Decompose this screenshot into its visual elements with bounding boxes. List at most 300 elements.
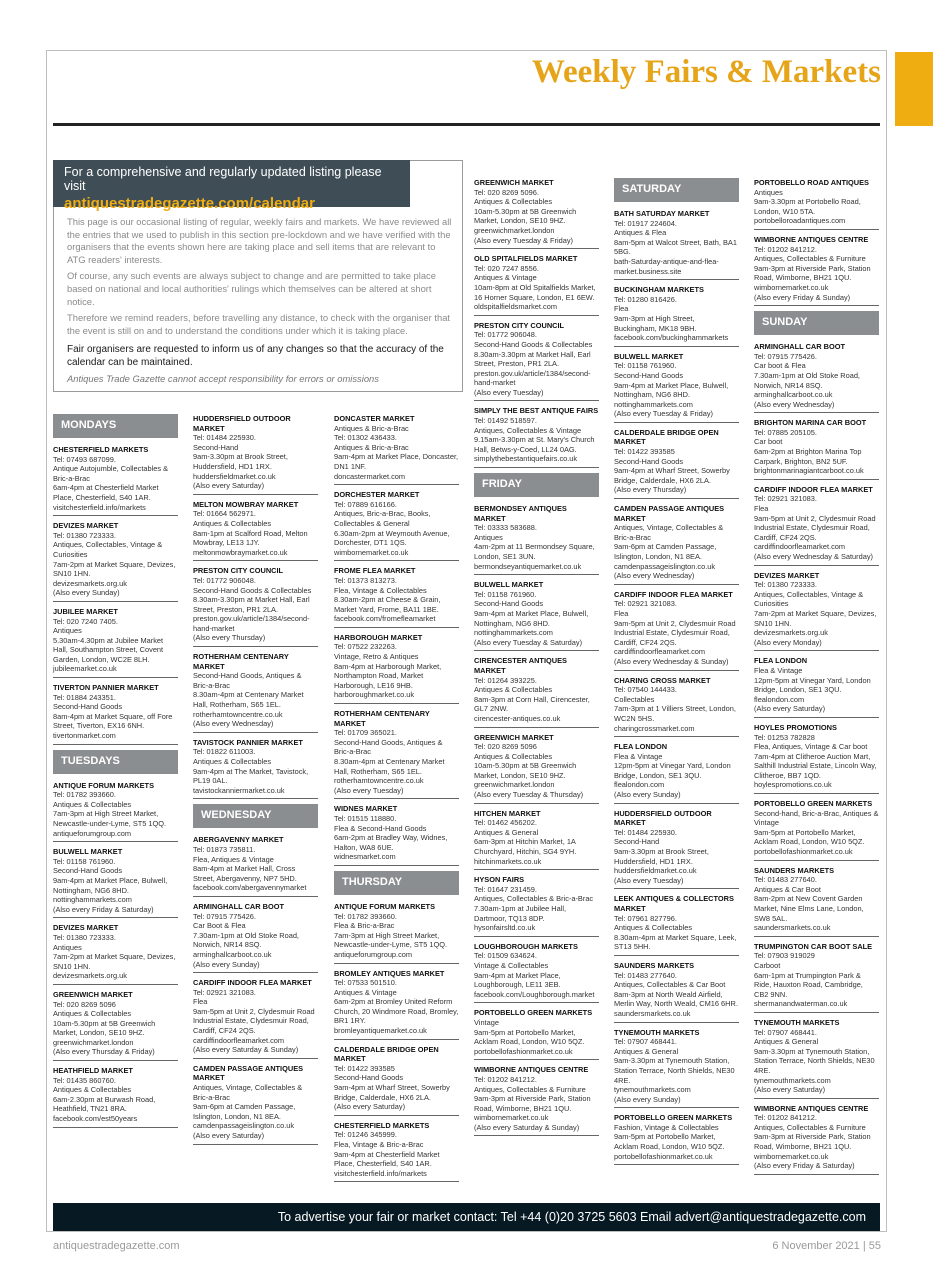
listing-line: hitchinmarkets.co.uk — [474, 856, 542, 866]
listing-line: 6am-1pm at Trumpington Park & Ride, Hauxton Road, Cambridge, CB2 9NN. — [754, 970, 863, 999]
listing-line: camdenpassageislington.co.uk — [193, 1121, 295, 1131]
listing-name: CHESTERFIELD MARKETS — [334, 1120, 430, 1130]
listing-line: Tel: 01484 225930. — [193, 433, 256, 443]
listing-entry — [474, 580, 599, 651]
listing-line: Tel: 020 8269 5096 — [474, 742, 537, 752]
listing-entry — [53, 1066, 178, 1128]
listing-line: (Also every Friday & Sunday) — [754, 292, 851, 302]
listing-line: Tel: 01884 243351. — [53, 692, 116, 702]
listing-entry — [474, 942, 599, 1004]
listing-line: arminghallcarboot.co.uk — [754, 390, 833, 400]
listing-line: huddersfieldmarket.co.uk — [193, 471, 276, 481]
listing-line: 8.30am-3.30pm at Market Hall, Earl Street, Preston, PR1 2LA. — [193, 595, 310, 614]
listing-line: tivertonmarket.com — [53, 731, 116, 741]
listing-line: Second-Hand — [614, 837, 660, 847]
listing-line: 9am-5pm at Unit 2, Clydesmuir Road Industrial Estate, Clydesmuir Road, Cardiff, CF24 2QS. — [614, 618, 736, 647]
listing-entry — [614, 590, 739, 671]
listing-line: 9am-3.30pm at Tynemouth Station, Station Terrace, North Shields, NE30 4RE. — [754, 1046, 875, 1075]
listing-name: TYNEMOUTH MARKETS — [754, 1017, 840, 1027]
listing-name: BUCKINGHAM MARKETS — [614, 285, 704, 295]
listing-name: LOUGHBOROUGH MARKETS — [474, 941, 578, 951]
listing-line: (Also every Tuesday) — [334, 785, 404, 795]
listing-line: 12pm-5pm at Vinegar Yard, London Bridge, London, SE1 3QU. — [754, 675, 871, 695]
listing-line: cardiffindoorfleamarket.com — [754, 542, 846, 552]
listing-line: Tel: 01373 813273. — [334, 575, 397, 585]
listing-entry — [754, 799, 879, 861]
listing-entry — [334, 566, 459, 628]
listing-line: Antiques & Collectables — [193, 518, 272, 528]
listing-line: 9am-5pm at Portobello Market, Acklam Road, London, W10 5QZ. — [474, 1027, 585, 1047]
listing-line: Antiques, Collectables, Vintage & Curiosities — [754, 589, 864, 609]
listing-line: Tel: 07961 827796. — [614, 913, 677, 923]
listing-line: Flea — [754, 504, 769, 514]
listing-entry — [334, 709, 459, 799]
listing-line: Flea, Vintage & Bric-a-Brac — [334, 1140, 424, 1149]
listing-name: WIMBORNE ANTIQUES CENTRE — [474, 1065, 589, 1075]
listing-line: (Also every Thursday & Friday) — [53, 1047, 155, 1057]
listing-entry — [754, 1104, 879, 1175]
listing-line: Second-Hand Goods — [614, 456, 684, 466]
listing-line: rotherhamtowncentre.co.uk — [193, 709, 283, 719]
listing-entry — [193, 835, 318, 897]
listing-line: Tel: 01515 118880. — [334, 813, 397, 823]
listing-entry — [614, 428, 739, 499]
listing-line: Antiques — [53, 626, 82, 636]
listing-name: PRESTON CITY COUNCIL — [474, 320, 565, 330]
listing-line: 9am-6pm at Camden Passage, Islington, London, N1 8EA. — [193, 1102, 296, 1121]
intro-notice: Fair organisers are requested to inform us of any changes so that the accuracy of the calendar can be maintained. — [67, 344, 444, 369]
listing-name: DONCASTER MARKET — [334, 414, 415, 423]
listing-entry — [193, 500, 318, 562]
listing-line: Tel: 01509 634624. — [474, 951, 537, 961]
listing-line: Antiques, Collectables & Bric-a-Brac — [474, 894, 594, 904]
listing-line: Car boot & Flea — [754, 361, 806, 371]
listing-line: huddersfieldmarket.co.uk — [614, 866, 697, 876]
section-tab — [895, 52, 933, 126]
listing-name: HITCHEN MARKET — [474, 808, 541, 818]
listing-line: Tel: 02921 321083. — [193, 987, 256, 997]
day-heading: SATURDAY — [614, 178, 739, 202]
listing-line: bath-Saturday-antique-and-flea-market.business.site — [614, 256, 719, 276]
listing-name: CAMDEN PASSAGE ANTIQUES MARKET — [193, 1063, 304, 1083]
listing-line: 7am-3pm at 1 Villiers Street, London, WC2N 5HS. — [614, 704, 736, 723]
listing-line: Tel: 01380 723333. — [53, 530, 116, 540]
listing-line: 8.30am-2pm at Cheese & Grain, Market Yard, Frome, BA11 1BE. — [334, 595, 441, 614]
listing-entry — [474, 656, 599, 727]
listing-line: (Also every Tuesday & Thursday) — [474, 790, 584, 800]
listing-line: 9am-4pm at Wharf Street, Sowerby Bridge, Calderdale, HX6 2LA. — [614, 466, 730, 485]
listing-line: Tel: 01435 860760. — [53, 1075, 116, 1085]
listing-name: TIVERTON PANNIER MARKET — [53, 683, 159, 693]
listing-line: Flea & Vintage — [614, 751, 663, 761]
listing-entry — [754, 571, 879, 652]
listing-entry — [754, 1018, 879, 1099]
listing-line: Antiques & Bric-a-Brac — [334, 423, 409, 433]
listing-line: (Also every Sunday) — [193, 959, 260, 969]
listing-entry — [334, 414, 459, 485]
listing-column-2 — [193, 414, 318, 1150]
listing-line: Tel: 01202 841212. — [754, 244, 817, 254]
listing-name: SAUNDERS MARKETS — [614, 960, 695, 970]
listing-line: Tel: 01483 277640. — [754, 875, 817, 885]
listing-line: 7am-2pm at Market Square, Devizes, SN10 1HN. — [754, 608, 877, 628]
listing-name: CAMDEN PASSAGE ANTIQUES MARKET — [614, 504, 725, 523]
listing-line: Tel: 01202 841212. — [754, 1113, 817, 1123]
listing-line: preston.gov.uk/article/1384/second-hand-market — [474, 368, 591, 388]
listing-line: cardiffindoorfleamarket.com — [193, 1035, 285, 1045]
listing-line: Second-Hand Goods — [614, 370, 684, 380]
listing-name: ANTIQUE FORUM MARKETS — [334, 901, 436, 911]
listing-line: Antiques, Collectables & Furniture — [754, 254, 866, 264]
listing-entry — [754, 418, 879, 480]
listing-line: rotherhamtowncentre.co.uk — [334, 776, 424, 786]
listing-line: 9am-4pm at Market Place, Loughborough, LE11 3EB. — [474, 970, 561, 990]
listing-line: Antiques — [754, 187, 783, 197]
listing-line: 6am-2pm at Brighton Marina Top Carpark, Brighton, BN2 5UF. — [754, 447, 862, 466]
listing-line: 12pm-5pm at Vinegar Yard, London Bridge, London, SE1 3QU. — [614, 761, 731, 780]
listing-line: devizesmarkets.org.uk — [754, 628, 828, 638]
listing-line: hoylespromotions.co.uk — [754, 780, 832, 790]
listing-entry — [614, 894, 739, 956]
listing-name: PORTOBELLO GREEN MARKETS — [474, 1008, 593, 1018]
listing-line: Car Boot & Flea — [193, 921, 246, 931]
listing-line: Carboot — [754, 960, 781, 970]
listing-name: ARMINGHALL CAR BOOT — [193, 901, 285, 911]
listing-line: 8.30am-4pm at Centenary Market Hall, Rotherham, S65 1EL. — [193, 690, 304, 710]
listing-column-1 — [53, 414, 178, 1133]
listing-line: Tel: 01873 735811. — [193, 844, 256, 854]
listing-line: 8am-4pm at Market Square, off Fore Street, Tiverton, EX16 6NH. — [53, 711, 173, 731]
listing-line: preston.gov.uk/article/1384/second-hand-market — [193, 614, 310, 633]
listing-line: 10am-5.30pm at 5B Greenwich Market, London, SE10 9HZ. — [474, 761, 577, 780]
listing-entry — [614, 961, 739, 1023]
listing-line: Tel: 07903 919029 — [754, 951, 815, 961]
listing-line: Antiques, Vintage, Collectables & Bric-a-Brac — [193, 1083, 303, 1102]
listing-line: Tel: 01158 761960. — [53, 856, 116, 866]
listing-line: facebook.com/abergavennymarket — [193, 883, 307, 893]
listing-entry — [53, 521, 178, 602]
listing-line: antiqueforumgroup.com — [53, 828, 132, 838]
listing-line: Flea, Vintage & Collectables — [334, 585, 427, 595]
listing-name: GREENWICH MARKET — [474, 178, 554, 187]
listing-line: wimbornemarket.co.uk — [754, 1151, 829, 1161]
listing-line: (Also every Wednesday & Sunday) — [614, 656, 729, 666]
listing-name: CARDIFF INDOOR FLEA MARKET — [193, 978, 312, 988]
listing-entry — [53, 607, 178, 678]
listing-line: Collectables — [614, 694, 655, 704]
listing-line: (Also every Saturday) — [754, 1085, 826, 1095]
listing-line: Antiques & Collectables — [53, 799, 132, 809]
listing-line: doncastermarket.com — [334, 471, 406, 481]
listing-line: 8am-3pm at North Weald Airfield, Merlin Way, North Weald, CM16 6HR. — [614, 989, 738, 1009]
listing-line: 8am-2pm at New Covent Garden Market, Nine Elms Lane, London, SW8 5AL. — [754, 894, 864, 923]
listing-entry — [334, 969, 459, 1040]
listing-line: 9am-3pm at Riverside Park, Station Road, Wimborne, BH21 1QU. — [474, 1094, 591, 1113]
listing-line: Antiques & Car Boot — [754, 884, 821, 894]
listing-line: flealondon.com — [754, 694, 805, 704]
listing-line: 8am-4pm at Harborough Market, Northampton Road, Market Harborough, LE16 9HB. — [334, 661, 442, 690]
listing-line: Tel: 01483 277640. — [614, 970, 677, 980]
listing-line: Antiques & Collectables — [53, 1085, 132, 1095]
listing-line: (Also every Friday & Saturday) — [53, 904, 154, 914]
listing-name: MELTON MOWBRAY MARKET — [193, 499, 299, 509]
listing-line: Antiques & Collectables — [53, 1009, 132, 1019]
listing-line: 9.15am-3.30pm at St. Mary's Church Hall, Betws-y-Coed, LL24 0AG. — [474, 435, 595, 454]
listing-entry — [754, 942, 879, 1013]
listing-column-5 — [614, 178, 739, 1170]
listing-name: JUBILEE MARKET — [53, 606, 118, 616]
listing-line: Second-Hand Goods, Antiques & Bric-a-Brac — [193, 671, 302, 690]
listing-line: Tel: 07522 232263. — [334, 642, 397, 652]
listing-line: bermondseyantiquemarket.co.uk — [474, 561, 582, 571]
listing-entry — [474, 733, 599, 804]
day-heading: SUNDAY — [754, 311, 879, 335]
listing-line: Antiques, Collectables, Vintage & Curiosities — [53, 540, 163, 559]
listing-line: Flea — [614, 608, 629, 618]
listing-line: Second-Hand Goods, Antiques & Bric-a-Brac — [334, 737, 443, 757]
listing-entry — [754, 178, 879, 230]
listing-line: 9am-4pm at Market Place, Bulwell, Nottingham, NG6 8HD. — [474, 608, 589, 628]
listing-name: FLEA LONDON — [614, 742, 668, 752]
listing-line: 9am-5pm at Portobello Market, Acklam Road, London, W10 5QZ. — [754, 827, 865, 847]
footer-date-page: 6 November 2021 | 55 — [772, 1240, 881, 1252]
listing-line: antiqueforumgroup.com — [334, 949, 413, 959]
listing-line: 9am-5pm at Unit 2, Clydesmuir Road Industrial Estate, Clydesmuir Road, Cardiff, CF24 2QS. — [193, 1006, 315, 1036]
listing-line: Tel: 03333 583688. — [474, 523, 537, 533]
listing-name: HEATHFIELD MARKET — [53, 1066, 133, 1076]
listing-name: PORTOBELLO GREEN MARKETS — [754, 799, 873, 809]
listing-line: Tel: 01380 723333. — [53, 932, 116, 942]
day-heading: WEDNESDAY — [193, 804, 318, 828]
listing-name: PRESTON CITY COUNCIL — [193, 566, 284, 576]
listing-entry — [474, 1008, 599, 1060]
listing-line: Tel: 01302 436433. — [334, 433, 397, 443]
listing-line: Antiques & Bric-a-Brac — [334, 442, 409, 452]
listing-line: 9am-4pm at Market Place, Doncaster, DN1 1NF. — [334, 452, 459, 471]
listing-line: tynemouthmarkets.com — [614, 1085, 691, 1095]
listing-entry — [474, 254, 599, 316]
listing-entry — [474, 321, 599, 402]
listing-entry — [614, 285, 739, 347]
listing-line: cirencester-antiques.co.uk — [474, 713, 561, 723]
listing-entry — [53, 847, 178, 918]
listing-line: widnesmarket.com — [334, 852, 396, 862]
listing-name: CHESTERFIELD MARKETS — [53, 445, 149, 454]
listing-entry — [334, 1121, 459, 1183]
listing-line: 8am-1pm at Scalford Road, Melton Mowbray, LE13 1JY. — [193, 528, 308, 548]
listing-name: TRUMPINGTON CAR BOOT SALE — [754, 941, 873, 951]
page-title: Weekly Fairs & Markets — [531, 54, 881, 90]
calendar-banner — [53, 160, 410, 212]
listing-name: DEVIZES MARKET — [53, 521, 119, 531]
listing-line: Tel: 01664 562971. — [193, 509, 256, 519]
listing-entry — [53, 445, 178, 516]
listing-line: Tel: 01782 393660. — [53, 790, 116, 800]
listing-line: (Also every Tuesday & Friday) — [614, 409, 713, 419]
listing-line: (Also every Thursday) — [614, 485, 687, 495]
listing-line: jubileemarket.co.uk — [53, 664, 117, 674]
listing-line: (Also every Monday) — [754, 637, 822, 647]
listing-line: camdenpassageislington.co.uk — [614, 561, 716, 571]
listing-column-3 — [334, 414, 459, 1187]
listing-line: (Also every Saturday) — [334, 1102, 406, 1112]
listing-line: Tel: 020 8269 5096 — [53, 999, 116, 1009]
listing-line: (Also every Thursday) — [193, 633, 266, 643]
listing-line: Second-Hand Goods & Collectables — [474, 339, 593, 349]
listing-line: wimbornemarket.co.uk — [474, 1113, 549, 1123]
calendar-link[interactable]: antiquestradegazette.com/calendar — [64, 195, 315, 212]
listing-line: Antiques — [474, 532, 503, 542]
listing-line: Second-Hand Goods — [53, 866, 123, 876]
listing-line: 9am-4pm at The Market, Tavistock, PL19 0AL. — [193, 766, 309, 786]
day-heading: THURSDAY — [334, 871, 459, 895]
listing-entry — [53, 923, 178, 985]
listing-line: Second-Hand — [193, 442, 239, 452]
listing-name: GREENWICH MARKET — [474, 732, 554, 742]
listing-name: HUDDERSFIELD OUTDOOR MARKET — [614, 808, 712, 828]
listing-line: Tel: 07885 205105. — [754, 427, 817, 437]
listing-line: 10am-5.30pm at 5B Greenwich Market, London, SE10 9HZ. — [53, 1018, 156, 1038]
listing-line: (Also every Wednesday) — [193, 719, 274, 729]
listing-name: WIMBORNE ANTIQUES CENTRE — [754, 234, 869, 244]
listing-line: Antiques & General — [614, 1046, 679, 1056]
listing-name: HOYLES PROMOTIONS — [754, 722, 837, 732]
listing-name: CHARING CROSS MARKET — [614, 675, 711, 685]
listing-line: 8.30am-4pm at Centenary Market Hall, Rotherham, S65 1EL. — [334, 757, 445, 776]
listing-line: 9am-4pm at Market Place, Bulwell, Nottingham, NG6 8HD. — [614, 380, 729, 400]
footer-site[interactable]: antiquestradegazette.com — [53, 1240, 180, 1252]
listing-line: (Also every Sunday) — [53, 588, 120, 598]
listing-line: 7am-4pm at Clitheroe Auction Mart, Salthill Industrial Estate, Lincoln Way, Clitheroe, BB7 1QD. — [754, 751, 877, 780]
listing-name: CARDIFF INDOOR FLEA MARKET — [754, 484, 873, 494]
listing-name: CIRENCESTER ANTIQUES MARKET — [474, 656, 567, 675]
listing-line: harboroughmarket.co.uk — [334, 690, 415, 700]
listing-line: 7.30am-1pm at Old Stoke Road, Norwich, NR14 8SQ. — [754, 370, 860, 390]
listing-line: Tel: 01917 224604. — [614, 218, 677, 228]
listing-entry — [193, 978, 318, 1059]
listing-name: PORTOBELLO GREEN MARKETS — [614, 1113, 733, 1123]
day-heading: TUESDAYS — [53, 750, 178, 774]
listing-line: 9am-3.30pm at Portobello Road, London, W10 5TA. — [754, 197, 861, 216]
listing-line: Tel: 01484 225930. — [614, 827, 677, 837]
listing-line: Tel: 020 7247 8556. — [474, 263, 539, 273]
listing-line: 9am-6pm at Camden Passage, Islington, London, N1 8EA. — [614, 542, 717, 561]
listing-line: Antique Autojumble, Collectables & Bric-a-Brac — [53, 464, 169, 483]
listing-entry — [193, 566, 318, 647]
listing-name: OLD SPITALFIELDS MARKET — [474, 254, 578, 264]
listing-line: Flea — [614, 304, 629, 314]
listing-entry — [754, 656, 879, 718]
listing-name: GREENWICH MARKET — [53, 989, 133, 999]
listing-entry — [193, 414, 318, 495]
listing-line: 9am-3pm at Riverside Park, Station Road, Wimborne, BH21 1QU. — [754, 1132, 871, 1152]
listing-line: portobellofashionmarket.co.uk — [754, 847, 853, 857]
listing-line: Tel: 020 8269 5096. — [474, 187, 539, 197]
listing-entry — [53, 781, 178, 843]
listing-entry — [334, 902, 459, 964]
listing-line: 8am-3pm at Corn Hall, Cirencester, GL7 2NW. — [474, 694, 590, 714]
listing-line: Tel: 01380 723333. — [754, 580, 817, 590]
listing-line: greenwichmarket.london — [474, 780, 555, 790]
listing-line: Tel: 01782 393660. — [334, 911, 397, 921]
listing-line: Antiques & Vintage — [334, 987, 397, 997]
listing-line: Flea & Vintage — [754, 665, 803, 675]
listing-line: 9am-3.30pm at Tynemouth Station, Station Terrace, North Shields, NE30 4RE. — [614, 1056, 735, 1085]
intro-paragraph: Of course, any such events are always subject to change and are permitted to take place based on national and local authorities' rulings which themselves can be altered at short notice. — [67, 270, 436, 307]
listing-line: Tel: 020 7240 7405. — [53, 616, 118, 626]
listing-name: HYSON FAIRS — [474, 875, 525, 885]
listing-line: meltonmowbraymarket.co.uk — [193, 547, 288, 557]
listing-line: 9am-4pm at Chesterfield Market Place, Chesterfield, S40 1AR. — [334, 1149, 440, 1169]
listing-line: 7am-3pm at High Street Market, Newcastle-under-Lyme, ST5 1QQ. — [334, 930, 448, 950]
listing-line: Tel: 07907 468441. — [614, 1037, 677, 1047]
listing-entry — [614, 209, 739, 280]
listing-line: wimbornemarket.co.uk — [754, 282, 829, 292]
listing-entry — [614, 742, 739, 804]
listing-entry — [334, 804, 459, 866]
listing-line: Tel: 01822 611003. — [193, 747, 256, 757]
listing-line: arminghallcarboot.co.uk — [193, 949, 272, 959]
listing-line: devizesmarkets.org.uk — [53, 578, 127, 588]
listing-line: 8am-4pm at Market Hall, Cross Street, Abergavenny, NP7 5HD. — [193, 864, 297, 883]
listing-line: greenwichmarket.london — [53, 1037, 134, 1047]
listing-line: nottinghammarkets.com — [614, 399, 693, 409]
listing-line: facebook.com/fromefleamarket — [334, 614, 436, 624]
listing-name: FROME FLEA MARKET — [334, 566, 416, 576]
day-heading: MONDAYS — [53, 414, 178, 438]
listing-line: 7.30am-1pm at Jubilee Hall, Dartmoor, TQ13 8DP. — [474, 904, 567, 923]
listing-entry — [754, 723, 879, 794]
listing-line: Tel: 01158 761960. — [474, 589, 537, 599]
listing-name: ANTIQUE FORUM MARKETS — [53, 780, 155, 790]
listing-line: 9am-4pm at Market Place, Bulwell, Nottingham, NG6 8HD. — [53, 875, 168, 895]
listing-line: Tel: 01647 231459. — [474, 884, 537, 894]
listing-line: saundersmarkets.co.uk — [754, 923, 831, 933]
listing-line: (Also every Tuesday) — [614, 875, 684, 885]
listing-line: Car boot — [754, 437, 783, 447]
listing-line: hysonfairsltd.co.uk — [474, 923, 536, 933]
listing-name: LEEK ANTIQUES & COLLECTORS MARKET — [614, 894, 734, 913]
listing-name: BULWELL MARKET — [474, 580, 544, 590]
listing-line: Tel: 02921 321083. — [614, 599, 677, 609]
listing-line: Antiques, Collectables & Furniture — [474, 1084, 586, 1094]
listing-entry — [474, 809, 599, 871]
listing-line: 9am-3pm at High Street, Buckingham, MK18 9BH. — [614, 313, 697, 333]
listing-entry — [754, 485, 879, 566]
listing-entry — [193, 652, 318, 733]
listing-name: BATH SATURDAY MARKET — [614, 209, 710, 218]
listing-line: (Also every Saturday) — [193, 481, 265, 491]
listing-name: SIMPLY THE BEST ANTIQUE FAIRS — [474, 406, 599, 416]
listing-line: 8.30am-4pm at Market Square, Leek, ST13 5HH. — [614, 932, 737, 952]
listing-line: Tel: 01462 456202. — [474, 818, 537, 828]
listing-name: ROTHERHAM CENTENARY MARKET — [193, 652, 289, 671]
listing-name: WIDNES MARKET — [334, 804, 398, 814]
listing-line: Flea & Bric-a-Brac — [334, 921, 395, 931]
listing-entry — [614, 809, 739, 890]
listing-line: Tel: 07915 775426. — [193, 911, 256, 921]
listing-line: Antiques & Collectables — [614, 923, 693, 933]
listing-line: Antiques & Collectables — [193, 757, 272, 766]
listing-line: Antiques, Vintage, Collectables & Bric-a-Brac — [614, 523, 724, 542]
listing-line: cardiffindoorfleamarket.com — [614, 647, 706, 657]
listing-line: Second-Hand Goods — [334, 1073, 404, 1083]
listing-line: Second-Hand Goods & Collectables — [193, 585, 312, 595]
listing-line: 8am-5pm at Walcot Street, Bath, BA1 5BG. — [614, 237, 737, 257]
listing-line: (Also every Wednesday) — [754, 399, 835, 409]
listing-name: TYNEMOUTH MARKETS — [614, 1027, 700, 1037]
listing-entry — [614, 504, 739, 585]
